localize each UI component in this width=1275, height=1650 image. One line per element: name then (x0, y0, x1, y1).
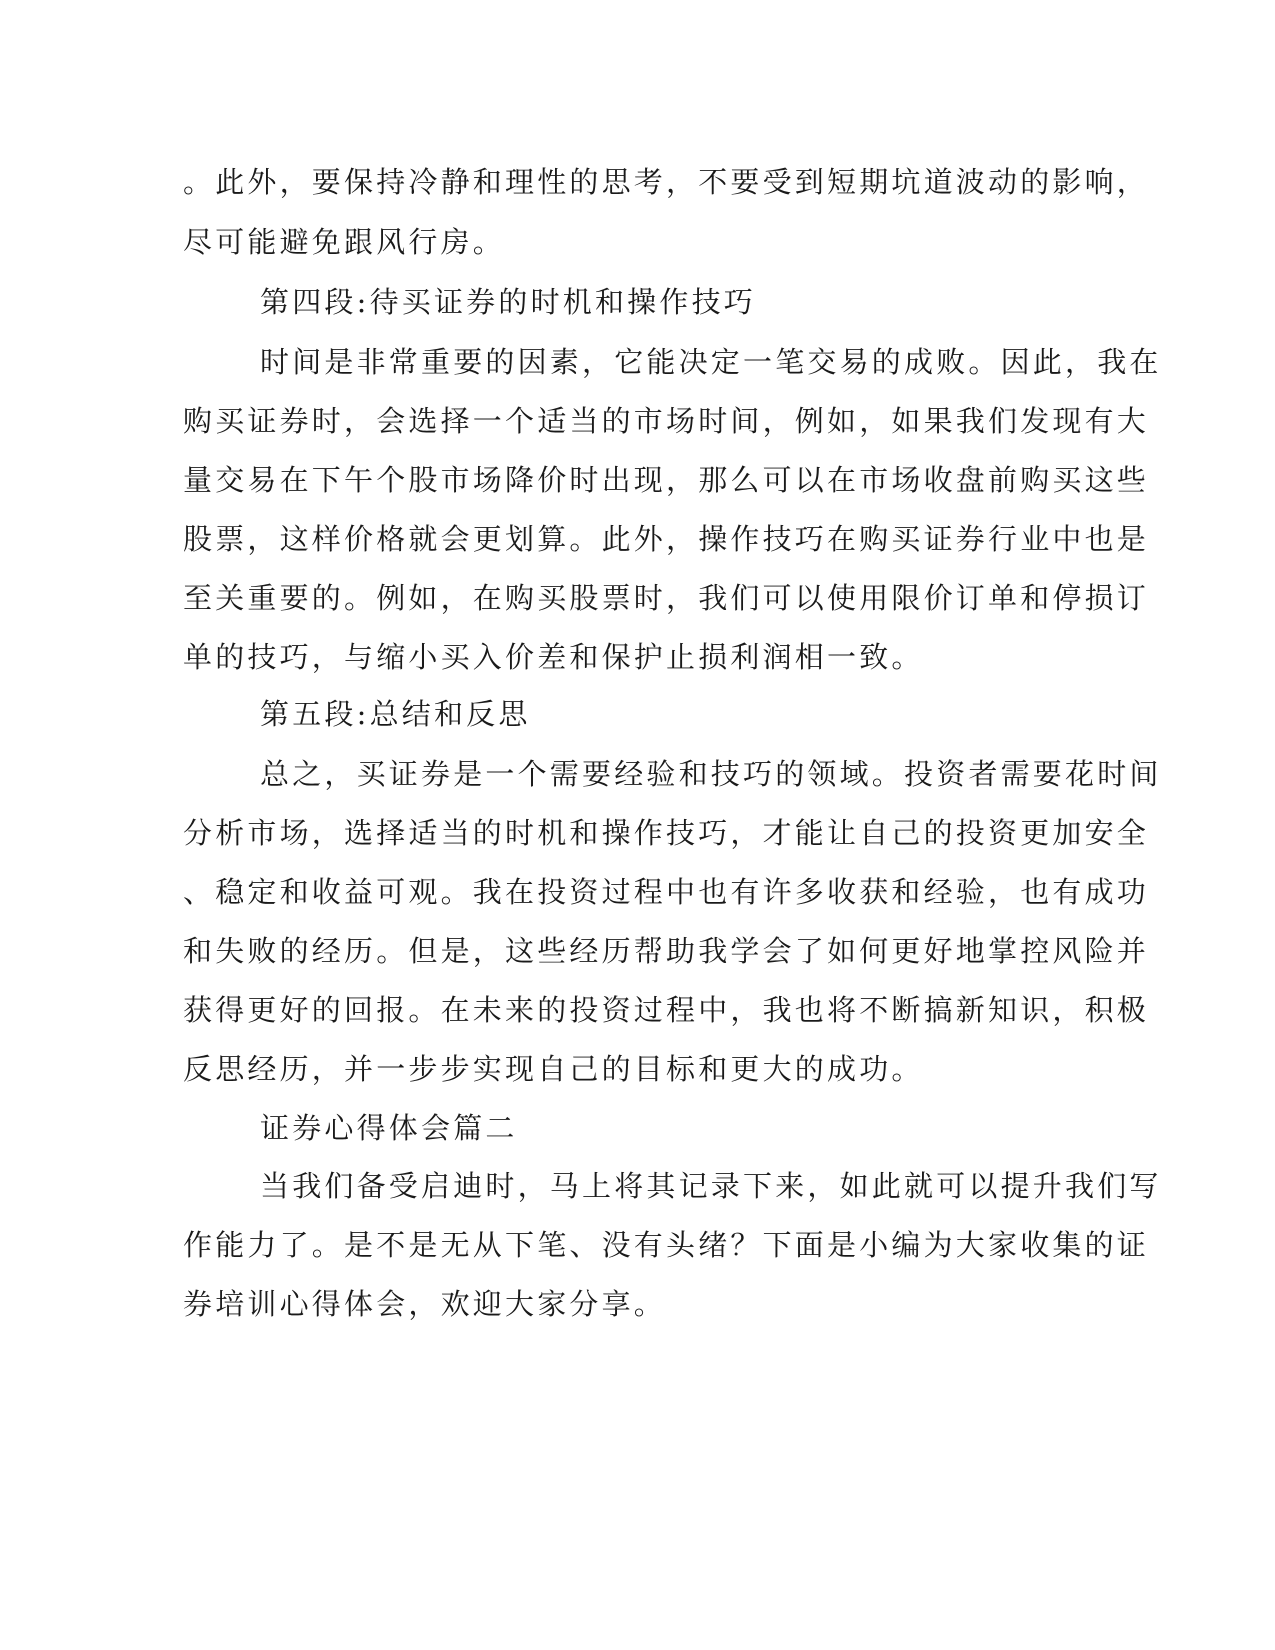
body-text-line: 、稳定和收益可观。我在投资过程中也有许多收获和经验，也有成功 (183, 875, 1150, 909)
body-text-line: 购买证券时，会选择一个适当的市场时间，例如，如果我们发现有大 (183, 404, 1150, 438)
body-text-line: 分析市场，选择适当的时机和操作技巧，才能让自己的投资更加安全 (183, 816, 1150, 850)
body-text-line: 。此外，要保持冷静和理性的思考，不要受到短期坑道波动的影响， (183, 165, 1150, 199)
body-text-line: 和失败的经历。但是，这些经历帮助我学会了如何更好地掌控风险并 (183, 934, 1150, 968)
body-text-line: 时间是非常重要的因素，它能决定一笔交易的成败。因此，我在 (260, 345, 1162, 379)
section-heading: 第四段:待买证券的时机和操作技巧 (260, 285, 756, 319)
body-text-line: 至关重要的。例如，在购买股票时，我们可以使用限价订单和停损订 (183, 581, 1150, 615)
section-heading: 第五段:总结和反思 (260, 697, 531, 731)
body-text-line: 当我们备受启迪时，马上将其记录下来，如此就可以提升我们写 (260, 1169, 1162, 1203)
body-text-line: 获得更好的回报。在未来的投资过程中，我也将不断搞新知识，积极 (183, 993, 1150, 1027)
body-text-line: 反思经历，并一步步实现自己的目标和更大的成功。 (183, 1052, 924, 1086)
section-heading: 证券心得体会篇二 (260, 1111, 518, 1145)
body-text-line: 股票，这样价格就会更划算。此外，操作技巧在购买证券行业中也是 (183, 522, 1150, 556)
body-text-line: 尽可能避免跟风行房。 (183, 225, 506, 259)
body-text-line: 作能力了。是不是无从下笔、没有头绪？下面是小编为大家收集的证 (183, 1228, 1150, 1262)
body-text-line: 单的技巧，与缩小买入价差和保护止损利润相一致。 (183, 640, 924, 674)
body-text-line: 量交易在下午个股市场降价时出现，那么可以在市场收盘前购买这些 (183, 463, 1150, 497)
body-text-line: 券培训心得体会，欢迎大家分享。 (183, 1287, 667, 1321)
body-text-line: 总之，买证券是一个需要经验和技巧的领域。投资者需要花时间 (260, 757, 1162, 791)
